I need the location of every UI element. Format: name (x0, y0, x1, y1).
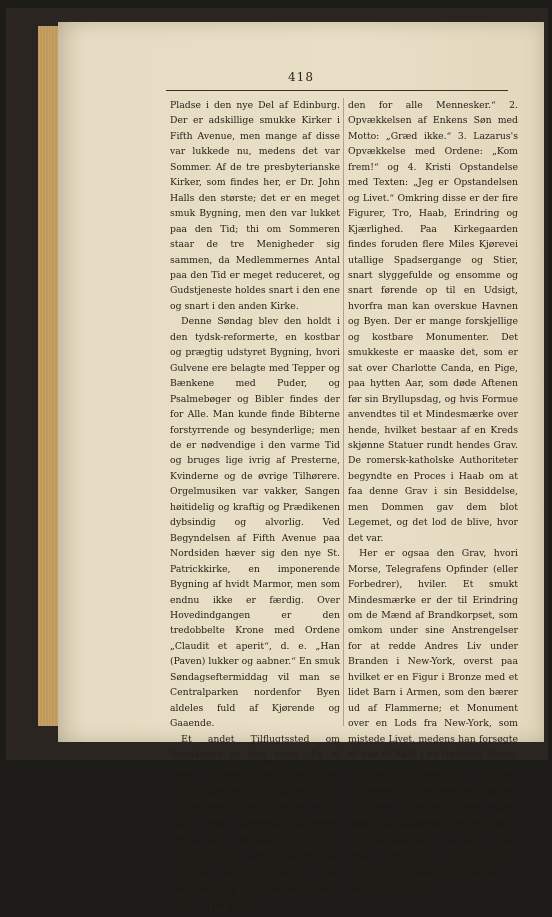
paragraph: Her er ogsaa den Grav, hvori Morse, Telegrafens Opfinder (eller Forbedrer), hviler. Et smukt Mindesmærke er der til Erindring om de Mænd af Brandkorpset, som omkom under sine Anstrengelser for at redde Andres Liv under Branden i New-York, overst paa hvilket er en Figur i Bronze med et lidet Barn i Armen, som den bærer ud af Flammerne; et Monument over en Lods fra New-York, som mistede Livet, medens han forsøgte at naa et Skib i en frygtelig Storm, reist af hans Kamerater, kan sees fra Skibene, som passere Fjorden. Det mest gribende af alle Monumenterne er maaske det, som Byen New York reiste over de Soldater af sine Regimenter, som faldt i den Kamp for Land og Frihed, der endte med Slavernes Befrielse. En ædel Søile hæver (348, 548, 518, 900)
left-column (170, 98, 340, 917)
paragraph: Pladse i den nye Del af Edinburg. Der er adskillige smukke Kirker i Fifth Avenue, men mange af disse var lukkede nu, medens det var Sommer. Af de tre presbyterianske Kirker, som findes her, er Dr. John Halls den største; det er en meget smuk Bygning, men den var lukket paa den Tid; thi om Sommeren staar de tre Menigheder sig sammen, da Medlemmernes Antal paa den Tid er meget reduceret, og Gudstjeneste holdes snart i den ene og snart i den anden Kirke. (170, 100, 340, 312)
column-divider (343, 98, 344, 726)
right-column (348, 98, 518, 902)
book-spread (6, 8, 548, 915)
book-page (58, 22, 544, 915)
paragraph: Denne Søndag blev den holdt i den tydsk-reformerte, en kostbar og prægtig udstyret Bygning, hvori Gulvene ere belagte med Tepper og Bænkene med Puder, og Psalmebøger og Bibler findes der for Alle. Man kunde finde Bibterne forstyrrende og besynderlige; men de er nødvendige i den varme Tid og bruges lige ivrig af Presterne, Kvinderne og de øvrige Tilhørere. Orgelmusiken var vakker, Sangen høitidelig og kraftig og Prædikenen dybsindig og alvorlig. Ved Begyndelsen af Fifth Avenue paa Nordsiden hæver sig den nye St. Patrickkirke, en imponerende Bygning af hvidt Marmor, men som endnu ikke er færdig. Over Hovedindgangen er den tredobbelte Krone med Ordene „Claudit et aperit“, d. e. „Han (Paven) lukker og aabner.“ En smuk Søndagseftermiddag vil man se Centralparken nordenfor Byen aldeles fuld af Kjørende og Gaaende. (170, 316, 340, 730)
page-number: 418 (288, 70, 314, 84)
paragraph: den for alle Mennesker.“ 2. Opvækkelsen af Enkens Søn med Motto: „Græd ikke.“ 3. Lazarus's Opvækkelse med Ordene: „Kom frem!“ og 4. Kristi Opstandelse med Texten: „Jeg er Opstandelsen og Livet.“ Omkring disse er der fire Figurer, Tro, Haab, Erindring og Kjærlighed. Paa Kirkegaarden findes foruden flere Miles Kjørevei utallige Spadsergange og Stier, snart slyggefulde og ensomme og snart førende op til en Udsigt, hvorfra man kan overskue Havnen og Byen. Der er mange forskjellige og kostbare Monumenter. Det smukkeste er maaske det, som er sat over Charlotte Canda, en Pige, paa hytten Aar, som døde Aftenen før sin Bryllupsdag, og hvis Formue anvendtes til et Mindesmærke over hende, hvilket bestaar af en Kreds skjønne Statuer rundt hendes Grav. De romersk-katholske Authoriteter begyndte en Proces i Haab om at faa denne Grav i sin Besiddelse, men Dommen gav dem blot Legemet, og det lod de blive, hvor det var. (348, 100, 518, 544)
header-rule (166, 90, 508, 91)
page-edges (38, 26, 60, 726)
paragraph: Et andet Tilflugtssted om Søndagene er den store „By af Døde“, Greenwood Kirkegaard, paa en høi Bakke ovenfor Brooklyn, som indeholder sex hundrede Acres af et vakkert bølgende og bakket Land med sine 300,000 tause Indvaanere. Den høie Indgangsport i gothisk Stil er bygget af rød Sandsten, og prydet med fire store Basreliefs: 1. Kristi Begravelse med Motto: „Han led Dø (170, 733, 340, 915)
